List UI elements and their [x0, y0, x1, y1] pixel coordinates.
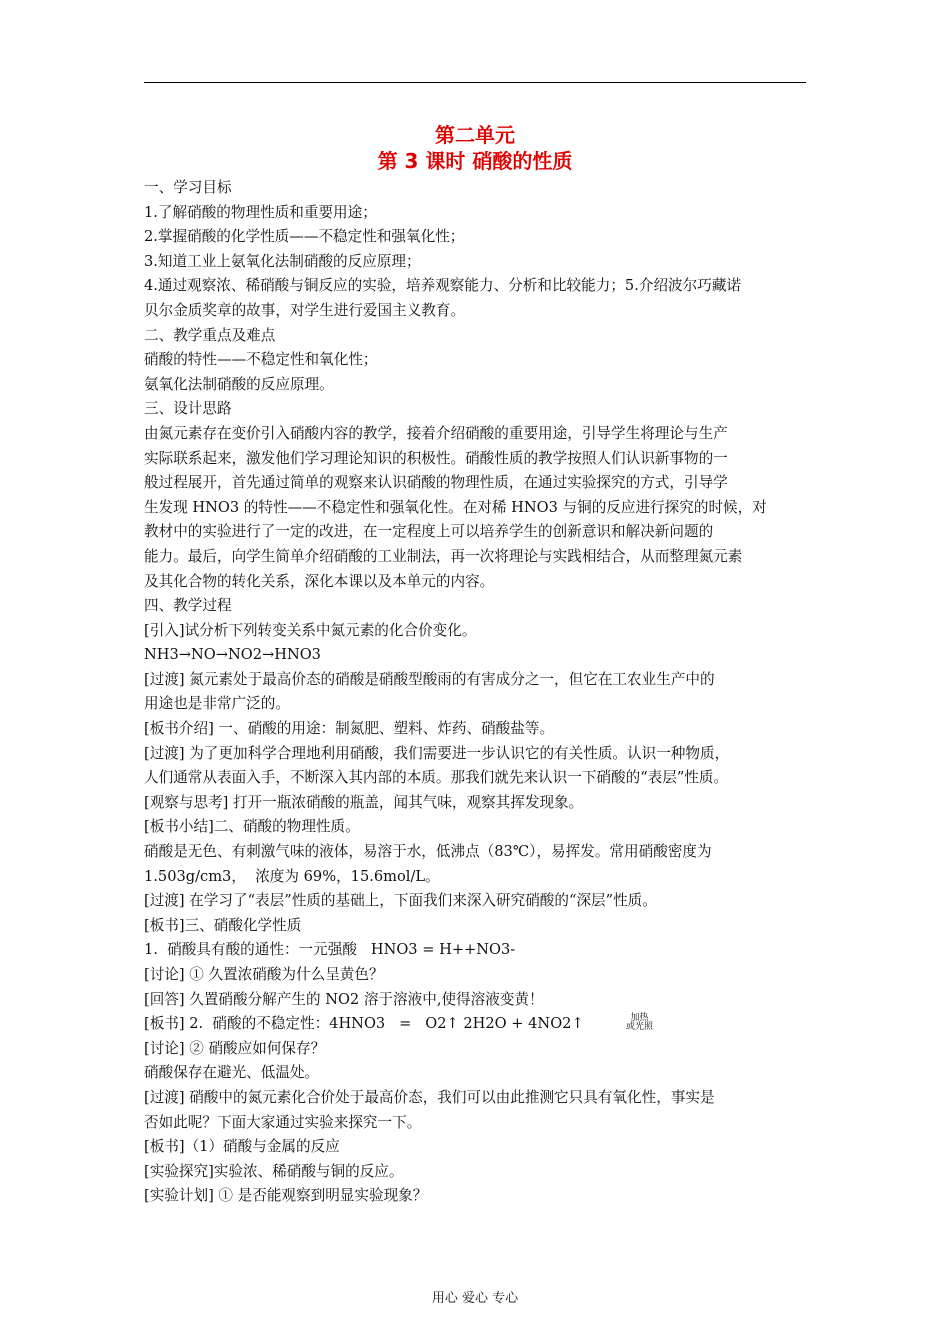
text-line: [观察与思考] 打开一瓶浓硝酸的瓶盖，闻其气味，观察其挥发现象。	[144, 793, 584, 811]
text-line: [引入]试分析下列转变关系中氮元素的化合价变化。	[144, 621, 477, 639]
text-line: [过渡] 为了更加科学合理地利用硝酸，我们需要进一步认识它的有关性质。认识一种物质，	[144, 744, 730, 762]
text-line: 否如此呢？下面大家通过实验来探究一下。	[144, 1113, 422, 1131]
text-line: [板书小结]二、硝酸的物理性质。	[144, 818, 360, 836]
text-line: 二、教学重点及难点	[144, 326, 276, 344]
text-line: [过渡] 硝酸中的氮元素化合价处于最高价态，我们可以由此推测它只具有氧化性，事实是	[144, 1088, 715, 1106]
condition-top: 加热	[630, 1013, 649, 1024]
text-line: 人们通常从表面入手，不断深入其内部的本质。那我们就先来认识一下硝酸的“表层”性质。	[144, 769, 729, 787]
text-line: [实验计划] ① 是否能观察到明显实验现象？	[144, 1187, 428, 1205]
page-footer: 用心 爱心 专心	[431, 1291, 519, 1306]
text-line: 及其化合物的转化关系，深化本课以及本单元的内容。	[144, 572, 495, 590]
text-line: 氨氧化法制硝酸的反应原理。	[144, 375, 334, 393]
lesson-title: 第 3 课时 硝酸的性质	[377, 149, 573, 173]
text-line: 一、学习目标	[144, 179, 232, 196]
text-line: [过渡] 在学习了“表层”性质的基础上，下面我们来深入研究硝酸的“深层”性质。	[144, 892, 657, 910]
text-line: [板书介绍] 一、硝酸的用途：制氮肥、塑料、炸药、硝酸盐等。	[144, 720, 555, 738]
unit-title: 第二单元	[435, 123, 515, 147]
text-line: [讨论] ② 硝酸应如何保存？	[144, 1039, 326, 1057]
text-line: [回答] 久置硝酸分解产生的 NO2 溶于溶液中,使得溶液变黄！	[144, 990, 544, 1008]
text-line: [板书]三、硝酸化学性质	[144, 916, 302, 934]
text-line: 用途也是非常广泛的。	[144, 695, 290, 713]
reaction-condition	[626, 1014, 653, 1032]
text-line: 生发现 HNO3 的特性——不稳定性和强氧化性。在对稀 HNO3 与铜的反应进行探究的时候，对	[144, 498, 767, 516]
text-line: 教材中的实验进行了一定的改进，在一定程度上可以培养学生的创新意识和解决新问题的	[144, 523, 714, 541]
text-line: 能力。最后，向学生简单介绍硝酸的工业制法，再一次将理论与实践相结合，从而整理氮元素	[144, 547, 743, 565]
condition-bottom: 或光照	[626, 1022, 654, 1033]
text-line: 贝尔金质奖章的故事，对学生进行爱国主义教育。	[144, 301, 466, 319]
text-line: 三、设计思路	[144, 400, 232, 418]
text-line: 硝酸保存在避光、低温处。	[144, 1064, 320, 1082]
title-block	[144, 122, 806, 174]
equation-text: [板书] 2. 硝酸的不稳定性：4HNO3 = O2↑ 2H2O + 4NO2↑	[144, 1015, 584, 1033]
text-line: 1.503g/cm3， 浓度为 69%，15.6mol/L。	[144, 867, 440, 885]
text-line: 硝酸是无色、有刺激气味的液体，易溶于水，低沸点（83℃），易挥发。常用硝酸密度为	[144, 843, 712, 861]
text-line: [实验探究]实验浓、稀硝酸与铜的反应。	[144, 1162, 404, 1180]
text-line: 般过程展开，首先通过简单的观察来认识硝酸的物理性质，在通过实验探究的方式，引导学	[144, 474, 728, 492]
text-line: NH3→NO→NO2→HNO3	[144, 646, 321, 664]
text-line: [过渡] 氮元素处于最高价态的硝酸是硝酸型酸雨的有害成分之一，但它在工农业生产中的	[144, 670, 715, 688]
text-line: 4.通过观察浓、稀硝酸与铜反应的实验，培养观察能力、分析和比较能力；5.介绍波尔巧藏诺	[144, 277, 742, 295]
text-line: 四、教学过程	[144, 597, 232, 615]
header-rule	[144, 82, 806, 83]
document-body	[144, 176, 808, 1209]
text-line	[144, 1012, 808, 1037]
text-line: 1. 硝酸具有酸的通性：一元强酸 HNO3 = H++NO3-	[144, 941, 516, 959]
text-line: 由氮元素存在变价引入硝酸内容的教学，接着介绍硝酸的重要用途，引导学生将理论与生产	[144, 424, 728, 442]
text-line: [讨论] ① 久置浓硝酸为什么呈黄色？	[144, 966, 384, 983]
text-line: 实际联系起来，激发他们学习理论知识的积极性。硝酸性质的教学按照人们认识新事物的一	[144, 449, 728, 467]
text-line: 3.知道工业上氨氧化法制硝酸的反应原理；	[144, 252, 421, 270]
text-line: 硝酸的特性——不稳定性和氧化性；	[144, 351, 378, 369]
text-line: 1.了解硝酸的物理性质和重要用途；	[144, 203, 377, 221]
text-line: [板书]（1）硝酸与金属的反应	[144, 1138, 340, 1156]
text-line: 2.掌握硝酸的化学性质——不稳定性和强氧化性；	[144, 228, 465, 246]
